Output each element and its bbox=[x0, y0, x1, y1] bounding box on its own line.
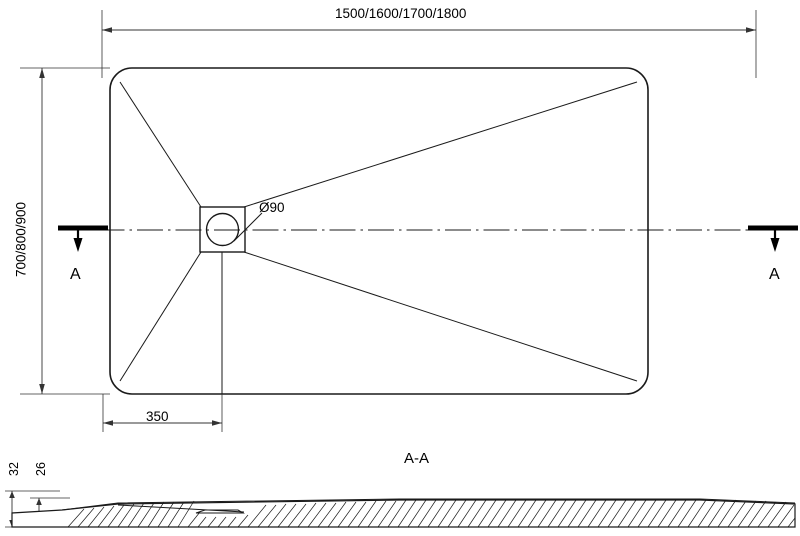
thickness-inner-label: 26 bbox=[34, 462, 48, 476]
left-dimension-extension-lines bbox=[20, 68, 110, 394]
top-dimension-line bbox=[102, 27, 756, 33]
tray-outline bbox=[110, 68, 648, 394]
drain-offset-label: 350 bbox=[146, 409, 169, 424]
slope-lines bbox=[120, 82, 637, 394]
section-marker-right-label: A bbox=[769, 266, 780, 283]
section-marker-right bbox=[748, 228, 798, 252]
left-dimension-line bbox=[39, 68, 45, 394]
thickness-total-label: 32 bbox=[7, 462, 21, 476]
drain-diameter-label: Ø90 bbox=[259, 200, 285, 215]
section-marker-left-label: A bbox=[70, 266, 81, 283]
top-width-dimension-label: 1500/1600/1700/1800 bbox=[335, 6, 467, 21]
left-height-dimension-label: 700/800/900 bbox=[13, 201, 29, 278]
section-marker-left bbox=[58, 228, 108, 252]
section-title-label: A-A bbox=[404, 450, 430, 467]
